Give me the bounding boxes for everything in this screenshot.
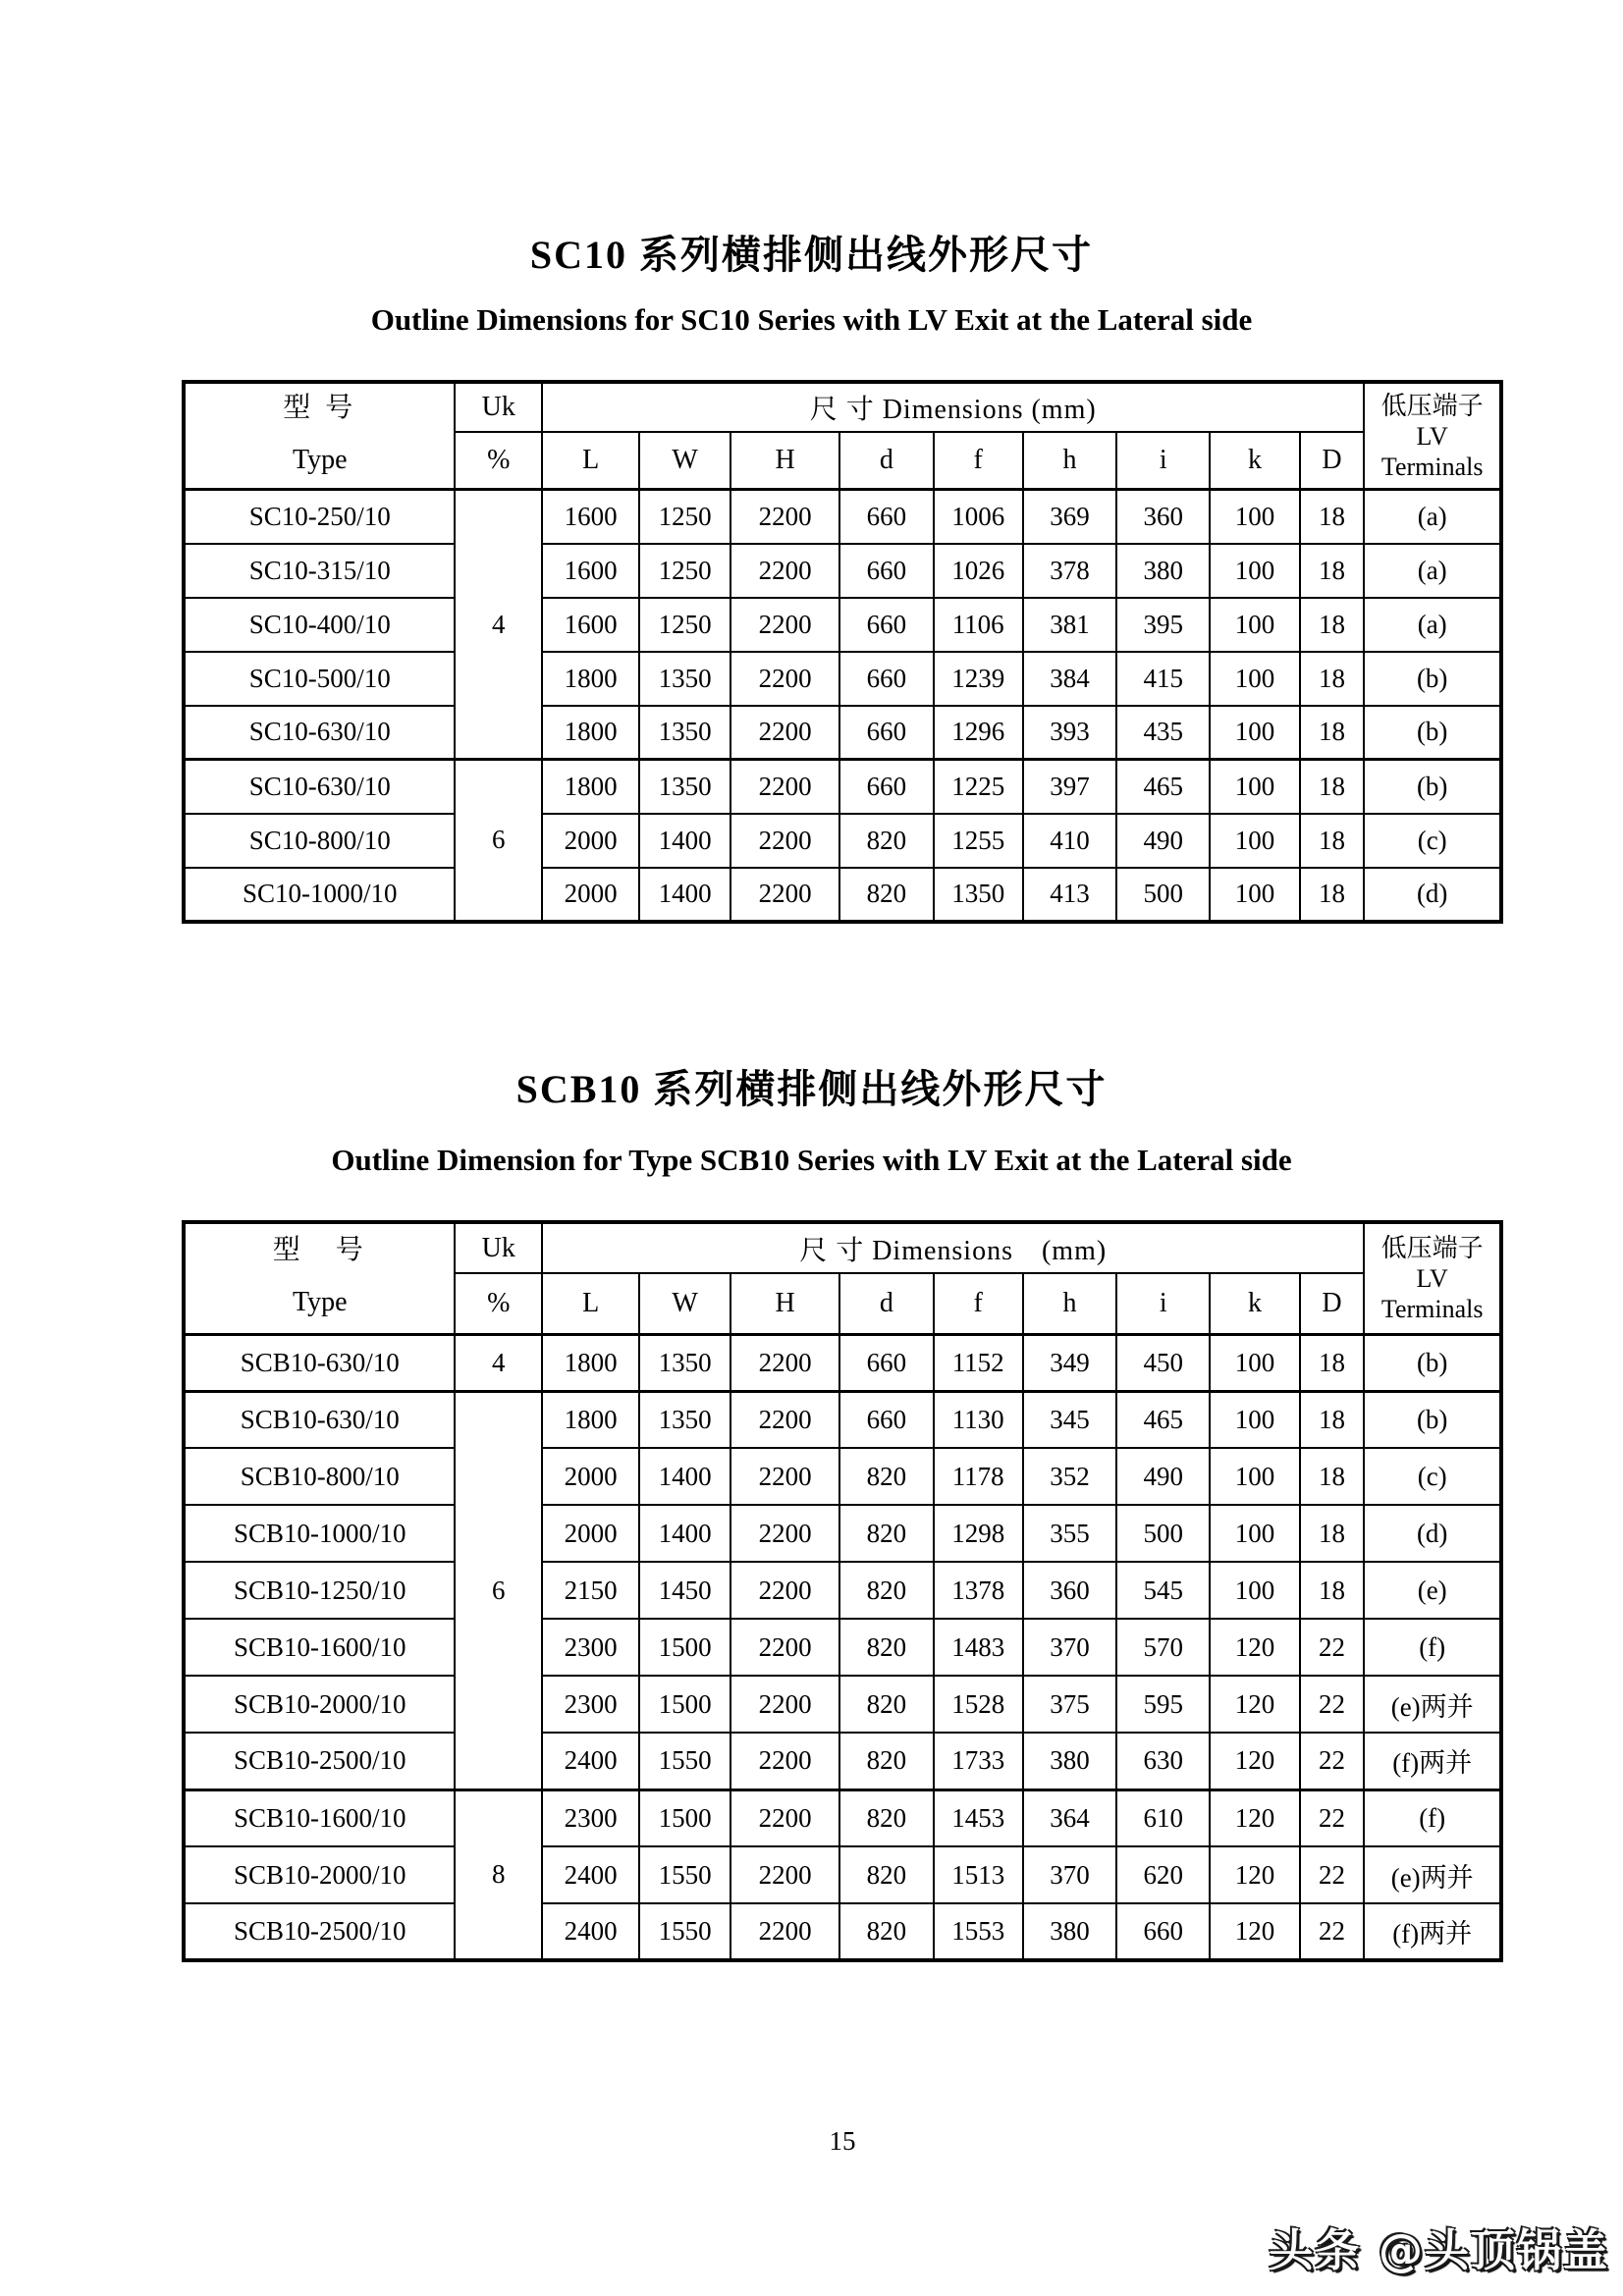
dim-cell: 1800 [542, 1391, 639, 1448]
dim-cell: 120 [1210, 1676, 1299, 1733]
dim-cell: 100 [1210, 1505, 1299, 1562]
dim-cell: 100 [1210, 1448, 1299, 1505]
dim-cell: 465 [1116, 760, 1210, 814]
dim-cell: 2300 [542, 1619, 639, 1676]
dim-column-header: L [542, 1273, 639, 1334]
uk-unit-header: % [455, 1273, 542, 1334]
uk-column-header: Uk [455, 1222, 542, 1273]
uk-cell: 4 [455, 1334, 542, 1391]
dim-cell: 397 [1023, 760, 1116, 814]
dim-cell: 2300 [542, 1676, 639, 1733]
type-header-zh: 型 号 [283, 393, 357, 423]
dim-cell: 18 [1300, 1334, 1365, 1391]
dim-cell: 120 [1210, 1846, 1299, 1903]
dim-cell: 2200 [730, 1846, 839, 1903]
dim-cell: 1550 [639, 1846, 730, 1903]
table-row [184, 868, 1501, 922]
dim-cell: 370 [1023, 1619, 1116, 1676]
dim-cell: 2200 [730, 1676, 839, 1733]
dim-cell: 369 [1023, 490, 1116, 544]
dim-cell: 2200 [730, 1733, 839, 1789]
dim-cell: 2000 [542, 1448, 639, 1505]
dim-cell: 120 [1210, 1789, 1299, 1846]
type-cell: SCB10-1000/10 [184, 1505, 455, 1562]
dim-cell: 380 [1023, 1903, 1116, 1960]
dim-cell: 820 [839, 1676, 933, 1733]
dim-cell: 18 [1300, 544, 1365, 598]
type-column-header [184, 382, 455, 490]
dim-cell: 378 [1023, 544, 1116, 598]
scb10-section-title-en: Outline Dimension for Type SCB10 Series with LV Exit at the Lateral side [331, 1143, 1292, 1177]
dim-cell: 370 [1023, 1846, 1116, 1903]
dim-cell: 18 [1300, 706, 1365, 760]
dim-cell: 1800 [542, 652, 639, 706]
dim-cell: 345 [1023, 1391, 1116, 1448]
dim-cell: 660 [839, 490, 933, 544]
table-row [184, 490, 1501, 544]
dim-cell: 1400 [639, 1505, 730, 1562]
dim-cell: 18 [1300, 598, 1365, 652]
type-header-en: Type [292, 1287, 348, 1318]
dim-cell: 18 [1300, 1505, 1365, 1562]
dim-cell: 2200 [730, 814, 839, 868]
dim-cell: 18 [1300, 1391, 1365, 1448]
dim-cell: 660 [1116, 1903, 1210, 1960]
dim-cell: 360 [1023, 1562, 1116, 1619]
dim-cell: 1600 [542, 544, 639, 598]
dim-cell: 2200 [730, 1391, 839, 1448]
type-header-zh: 型 号 [272, 1235, 367, 1266]
terminal-cell: (f) [1364, 1789, 1501, 1846]
terminals-column-header [1364, 1222, 1501, 1334]
dim-cell: 660 [839, 1334, 933, 1391]
type-cell: SC10-630/10 [184, 760, 455, 814]
dim-cell: 22 [1300, 1789, 1365, 1846]
type-header-en: Type [292, 445, 348, 475]
type-cell: SC10-400/10 [184, 598, 455, 652]
dim-cell: 2200 [730, 1562, 839, 1619]
dim-cell: 450 [1116, 1334, 1210, 1391]
dim-column-header: k [1210, 1273, 1299, 1334]
table-row [184, 1334, 1501, 1391]
dim-cell: 352 [1023, 1448, 1116, 1505]
dim-cell: 395 [1116, 598, 1210, 652]
dim-cell: 100 [1210, 1562, 1299, 1619]
dim-column-header: H [730, 1273, 839, 1334]
type-column-header [184, 1222, 455, 1334]
dim-cell: 2200 [730, 1903, 839, 1960]
dim-cell: 465 [1116, 1391, 1210, 1448]
dim-cell: 100 [1210, 652, 1299, 706]
dim-cell: 18 [1300, 490, 1365, 544]
type-cell: SC10-1000/10 [184, 868, 455, 922]
sc10-section-title-en: Outline Dimensions for SC10 Series with LV Exit at the Lateral side [370, 302, 1253, 337]
dim-cell: 2400 [542, 1733, 639, 1789]
table-row [184, 544, 1501, 598]
terminals-column-header [1364, 382, 1501, 490]
dim-cell: 1350 [639, 1334, 730, 1391]
dim-cell: 2200 [730, 544, 839, 598]
dim-cell: 22 [1300, 1846, 1365, 1903]
dim-cell: 1500 [639, 1676, 730, 1733]
dim-cell: 380 [1023, 1733, 1116, 1789]
dim-cell: 1350 [639, 706, 730, 760]
terminal-cell: (f)两并 [1364, 1733, 1501, 1789]
type-cell: SCB10-2500/10 [184, 1733, 455, 1789]
table-row [184, 1562, 1501, 1619]
uk-cell: 8 [455, 1789, 542, 1960]
uk-unit-header: % [455, 432, 542, 490]
sc10-table-container [182, 380, 1503, 924]
dim-cell: 820 [839, 1505, 933, 1562]
dim-cell: 381 [1023, 598, 1116, 652]
sc10-section-title-zh: SC10 系列横排侧出线外形尺寸 [529, 233, 1094, 277]
dim-cell: 1600 [542, 598, 639, 652]
dim-cell: 1600 [542, 490, 639, 544]
dim-cell: 1250 [639, 490, 730, 544]
terminal-cell: (f) [1364, 1619, 1501, 1676]
type-cell: SCB10-2000/10 [184, 1846, 455, 1903]
type-cell: SCB10-630/10 [184, 1334, 455, 1391]
page-number: 15 [829, 2126, 856, 2156]
table-row [184, 814, 1501, 868]
dim-cell: 2000 [542, 1505, 639, 1562]
dim-cell: 660 [839, 1391, 933, 1448]
dim-column-header: H [730, 432, 839, 490]
dim-cell: 2000 [542, 868, 639, 922]
dim-column-header: k [1210, 432, 1299, 490]
dim-column-header: d [839, 1273, 933, 1334]
dim-cell: 1350 [934, 868, 1023, 922]
terminals-header-line: LV [1416, 421, 1448, 451]
table-row [184, 1391, 1501, 1448]
type-cell: SC10-800/10 [184, 814, 455, 868]
terminals-header-line: 低压端子 [1380, 1233, 1484, 1262]
type-cell: SCB10-1250/10 [184, 1562, 455, 1619]
dim-cell: 1255 [934, 814, 1023, 868]
dim-cell: 660 [839, 544, 933, 598]
dim-column-header: d [839, 432, 933, 490]
dimensions-group-header: 尺 寸 Dimensions (mm) [542, 382, 1364, 432]
terminal-cell: (f)两并 [1364, 1903, 1501, 1960]
table-row [184, 1733, 1501, 1789]
dim-cell: 2400 [542, 1846, 639, 1903]
dim-cell: 1550 [639, 1733, 730, 1789]
dim-cell: 1178 [934, 1448, 1023, 1505]
dim-column-header: f [934, 1273, 1023, 1334]
dim-cell: 500 [1116, 868, 1210, 922]
table-row [184, 1676, 1501, 1733]
dim-cell: 1250 [639, 544, 730, 598]
dim-cell: 1450 [639, 1562, 730, 1619]
dim-cell: 1350 [639, 760, 730, 814]
dim-cell: 2200 [730, 1334, 839, 1391]
dim-column-header: W [639, 1273, 730, 1334]
table-row [184, 1789, 1501, 1846]
dim-cell: 2200 [730, 598, 839, 652]
dim-cell: 490 [1116, 1448, 1210, 1505]
type-cell: SC10-315/10 [184, 544, 455, 598]
type-cell: SC10-500/10 [184, 652, 455, 706]
type-cell: SCB10-2500/10 [184, 1903, 455, 1960]
type-cell: SC10-250/10 [184, 490, 455, 544]
dim-column-header: f [934, 432, 1023, 490]
dim-cell: 1513 [934, 1846, 1023, 1903]
dim-cell: 620 [1116, 1846, 1210, 1903]
terminal-cell: (d) [1364, 1505, 1501, 1562]
dim-cell: 100 [1210, 598, 1299, 652]
dim-cell: 500 [1116, 1505, 1210, 1562]
dim-cell: 1800 [542, 760, 639, 814]
dim-cell: 22 [1300, 1733, 1365, 1789]
dim-cell: 1528 [934, 1676, 1023, 1733]
dim-cell: 1400 [639, 868, 730, 922]
type-cell: SCB10-1600/10 [184, 1619, 455, 1676]
dim-cell: 2200 [730, 490, 839, 544]
dim-cell: 22 [1300, 1676, 1365, 1733]
dim-cell: 660 [839, 706, 933, 760]
dim-cell: 1733 [934, 1733, 1023, 1789]
dim-cell: 100 [1210, 1391, 1299, 1448]
dim-cell: 364 [1023, 1789, 1116, 1846]
dim-cell: 100 [1210, 760, 1299, 814]
table-row [184, 1448, 1501, 1505]
dim-cell: 100 [1210, 544, 1299, 598]
dim-cell: 1152 [934, 1334, 1023, 1391]
dim-cell: 22 [1300, 1903, 1365, 1960]
terminals-header-line: Terminals [1380, 452, 1484, 481]
dim-cell: 375 [1023, 1676, 1116, 1733]
dim-cell: 1006 [934, 490, 1023, 544]
terminal-cell: (d) [1364, 868, 1501, 922]
dim-cell: 1500 [639, 1789, 730, 1846]
terminal-cell: (b) [1364, 1334, 1501, 1391]
terminal-cell: (a) [1364, 544, 1501, 598]
table-row [184, 1903, 1501, 1960]
watermark: 头条 @头顶锅盖 [1269, 2224, 1609, 2276]
terminal-cell: (b) [1364, 706, 1501, 760]
dim-cell: 595 [1116, 1676, 1210, 1733]
dim-cell: 410 [1023, 814, 1116, 868]
dim-cell: 1296 [934, 706, 1023, 760]
dim-cell: 1800 [542, 1334, 639, 1391]
dim-cell: 820 [839, 1789, 933, 1846]
dim-cell: 360 [1116, 490, 1210, 544]
dim-cell: 1350 [639, 1391, 730, 1448]
dim-cell: 1483 [934, 1619, 1023, 1676]
dim-cell: 120 [1210, 1903, 1299, 1960]
scb10-section-title-zh: SCB10 系列横排侧出线外形尺寸 [515, 1067, 1108, 1111]
dim-cell: 18 [1300, 1448, 1365, 1505]
dimensions-table [182, 1220, 1503, 1962]
dim-cell: 820 [839, 1903, 933, 1960]
type-cell: SCB10-630/10 [184, 1391, 455, 1448]
dim-cell: 2200 [730, 868, 839, 922]
dim-cell: 2400 [542, 1903, 639, 1960]
type-cell: SCB10-1600/10 [184, 1789, 455, 1846]
table-row [184, 598, 1501, 652]
dim-cell: 18 [1300, 868, 1365, 922]
dim-cell: 435 [1116, 706, 1210, 760]
dim-cell: 120 [1210, 1619, 1299, 1676]
dim-cell: 1400 [639, 814, 730, 868]
dim-cell: 415 [1116, 652, 1210, 706]
terminals-header-line: 低压端子 [1380, 391, 1484, 420]
dim-cell: 820 [839, 1448, 933, 1505]
table-row [184, 652, 1501, 706]
dim-cell: 2200 [730, 1789, 839, 1846]
dim-column-header: h [1023, 432, 1116, 490]
dim-column-header: D [1300, 432, 1365, 490]
terminal-cell: (a) [1364, 490, 1501, 544]
dim-cell: 2150 [542, 1562, 639, 1619]
terminal-cell: (e)两并 [1364, 1846, 1501, 1903]
dim-cell: 100 [1210, 1334, 1299, 1391]
dim-cell: 630 [1116, 1733, 1210, 1789]
dim-cell: 18 [1300, 814, 1365, 868]
dim-cell: 2000 [542, 814, 639, 868]
dim-cell: 570 [1116, 1619, 1210, 1676]
dim-cell: 2200 [730, 1505, 839, 1562]
table-header-row [184, 382, 1501, 432]
dim-cell: 349 [1023, 1334, 1116, 1391]
dim-cell: 1239 [934, 652, 1023, 706]
table-row [184, 706, 1501, 760]
uk-cell: 4 [455, 490, 542, 760]
dim-cell: 1800 [542, 706, 639, 760]
dim-cell: 1298 [934, 1505, 1023, 1562]
type-cell: SCB10-2000/10 [184, 1676, 455, 1733]
terminal-cell: (b) [1364, 652, 1501, 706]
dim-cell: 120 [1210, 1733, 1299, 1789]
dim-cell: 1453 [934, 1789, 1023, 1846]
type-cell: SCB10-800/10 [184, 1448, 455, 1505]
dim-column-header: i [1116, 1273, 1210, 1334]
dim-cell: 1350 [639, 652, 730, 706]
dim-cell: 820 [839, 1733, 933, 1789]
dim-column-header: D [1300, 1273, 1365, 1334]
dim-cell: 18 [1300, 652, 1365, 706]
dimensions-group-header: 尺 寸 Dimensions (mm) [542, 1222, 1364, 1273]
dim-cell: 820 [839, 1846, 933, 1903]
dim-cell: 1500 [639, 1619, 730, 1676]
dim-cell: 490 [1116, 814, 1210, 868]
terminal-cell: (b) [1364, 1391, 1501, 1448]
dim-column-header: h [1023, 1273, 1116, 1334]
dim-cell: 1400 [639, 1448, 730, 1505]
dim-cell: 660 [839, 760, 933, 814]
dim-cell: 1553 [934, 1903, 1023, 1960]
dim-cell: 1225 [934, 760, 1023, 814]
dim-cell: 384 [1023, 652, 1116, 706]
dim-cell: 660 [839, 598, 933, 652]
dim-cell: 1550 [639, 1903, 730, 1960]
dim-cell: 380 [1116, 544, 1210, 598]
dim-cell: 413 [1023, 868, 1116, 922]
table-row [184, 1619, 1501, 1676]
dim-cell: 100 [1210, 868, 1299, 922]
dim-cell: 1026 [934, 544, 1023, 598]
dim-cell: 660 [839, 652, 933, 706]
dim-cell: 355 [1023, 1505, 1116, 1562]
terminals-header-line: LV [1416, 1263, 1448, 1293]
terminal-cell: (e) [1364, 1562, 1501, 1619]
dim-cell: 393 [1023, 706, 1116, 760]
dim-cell: 610 [1116, 1789, 1210, 1846]
dim-cell: 820 [839, 814, 933, 868]
dim-cell: 100 [1210, 490, 1299, 544]
uk-column-header: Uk [455, 382, 542, 432]
scb10-table-container [182, 1220, 1503, 1962]
dim-cell: 820 [839, 868, 933, 922]
dim-column-header: i [1116, 432, 1210, 490]
dim-cell: 18 [1300, 1562, 1365, 1619]
terminal-cell: (e)两并 [1364, 1676, 1501, 1733]
dim-cell: 2200 [730, 760, 839, 814]
dim-cell: 1106 [934, 598, 1023, 652]
dim-cell: 1130 [934, 1391, 1023, 1448]
dim-cell: 1378 [934, 1562, 1023, 1619]
dim-cell: 100 [1210, 706, 1299, 760]
dim-column-header: L [542, 432, 639, 490]
table-row [184, 1846, 1501, 1903]
table-row [184, 1505, 1501, 1562]
dim-cell: 820 [839, 1562, 933, 1619]
type-cell: SC10-630/10 [184, 706, 455, 760]
table-row [184, 760, 1501, 814]
dim-cell: 2200 [730, 1448, 839, 1505]
terminal-cell: (c) [1364, 814, 1501, 868]
terminals-header-line: Terminals [1380, 1294, 1484, 1323]
dim-cell: 1250 [639, 598, 730, 652]
dim-cell: 100 [1210, 814, 1299, 868]
dim-cell: 820 [839, 1619, 933, 1676]
dim-cell: 2200 [730, 652, 839, 706]
terminal-cell: (b) [1364, 760, 1501, 814]
dim-cell: 2200 [730, 1619, 839, 1676]
dim-cell: 18 [1300, 760, 1365, 814]
dim-cell: 2300 [542, 1789, 639, 1846]
terminal-cell: (a) [1364, 598, 1501, 652]
dim-cell: 545 [1116, 1562, 1210, 1619]
dim-column-header: W [639, 432, 730, 490]
dim-cell: 2200 [730, 706, 839, 760]
dim-cell: 22 [1300, 1619, 1365, 1676]
uk-cell: 6 [455, 760, 542, 922]
dimensions-table [182, 380, 1503, 924]
table-header-row [184, 1222, 1501, 1273]
terminal-cell: (c) [1364, 1448, 1501, 1505]
uk-cell: 6 [455, 1391, 542, 1789]
